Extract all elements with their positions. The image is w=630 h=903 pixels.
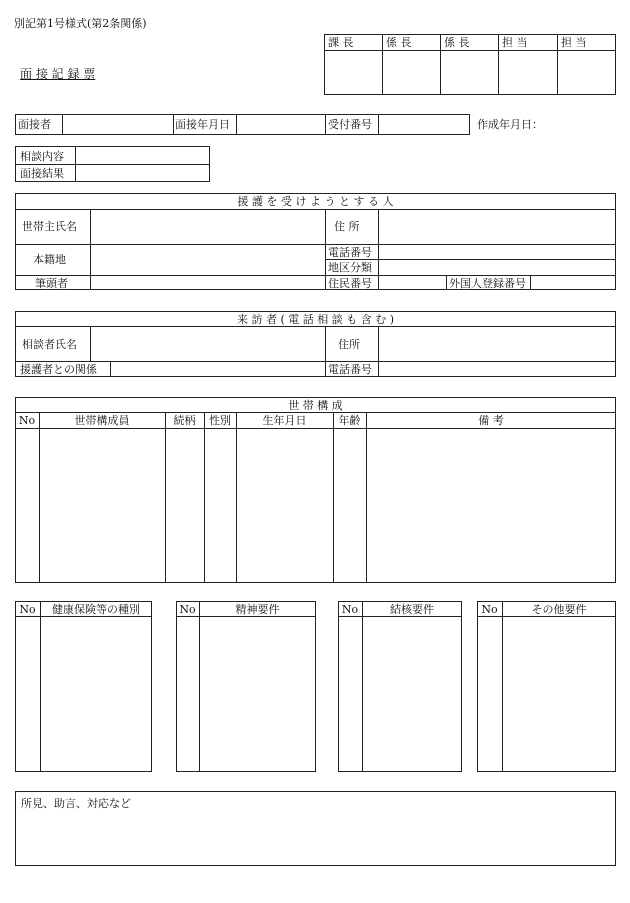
household-col-age: 年齢 bbox=[338, 414, 361, 427]
household-col-remarks: 備 考 bbox=[478, 414, 504, 427]
divider bbox=[325, 114, 326, 135]
household-col-sex: 性別 bbox=[209, 414, 231, 427]
remarks-field[interactable] bbox=[16, 812, 615, 865]
visitor-address-label: 住所 bbox=[338, 338, 360, 351]
health-type-header: 健康保険等の種別 bbox=[52, 603, 140, 616]
consult-content-label: 相談内容 bbox=[20, 150, 64, 163]
created-date-label: 作成年月日： bbox=[477, 118, 543, 131]
other-entries[interactable] bbox=[478, 617, 615, 771]
register-head-label: 筆頭者 bbox=[35, 277, 68, 290]
head-name-field[interactable] bbox=[91, 210, 324, 243]
approval-col-1: 課 長 bbox=[328, 36, 354, 49]
household-col-birthdate: 生年月日 bbox=[262, 414, 307, 427]
approval-col-4: 担 当 bbox=[502, 36, 528, 49]
other-header: その他要件 bbox=[531, 603, 587, 616]
district-field[interactable] bbox=[379, 260, 615, 274]
district-label: 地区分類 bbox=[328, 261, 372, 274]
domicile-field[interactable] bbox=[91, 245, 324, 274]
household-col-relation: 続柄 bbox=[173, 414, 196, 427]
approval-col-3: 係 長 bbox=[444, 36, 470, 49]
divider bbox=[446, 275, 447, 290]
divider bbox=[15, 412, 616, 413]
approval-stamp-5[interactable] bbox=[558, 51, 615, 94]
resident-no-label: 住民番号 bbox=[328, 277, 372, 290]
applicant-address-field[interactable] bbox=[379, 210, 615, 243]
divider bbox=[325, 209, 326, 290]
relation-label: 援護者との関係 bbox=[20, 363, 97, 376]
remarks-label: 所見、助言、対応など bbox=[21, 797, 131, 810]
approval-stamp-2[interactable] bbox=[383, 51, 439, 94]
consult-content-field[interactable] bbox=[76, 147, 209, 163]
applicant-phone-label: 電話番号 bbox=[328, 246, 372, 259]
resident-no-field[interactable] bbox=[379, 276, 445, 289]
applicant-phone-field[interactable] bbox=[379, 245, 615, 258]
household-title: 世 帯 構 成 bbox=[288, 399, 343, 412]
interview-date-field[interactable] bbox=[237, 115, 324, 134]
form-label: 別記第1号様式(第2条関係) bbox=[14, 17, 147, 30]
form-title: 面 接 記 録 票 bbox=[20, 67, 96, 81]
approval-stamp-1[interactable] bbox=[325, 51, 381, 94]
approval-col-2: 係 長 bbox=[386, 36, 412, 49]
divider bbox=[173, 114, 174, 135]
consult-result-field[interactable] bbox=[76, 165, 209, 181]
domicile-label: 本籍地 bbox=[33, 253, 66, 266]
other-no-header: No bbox=[481, 603, 498, 616]
tuberculosis-no-header: No bbox=[341, 603, 359, 616]
mental-header: 精神要件 bbox=[235, 603, 280, 616]
interviewer-label: 面接者 bbox=[18, 118, 51, 131]
household-entries-area[interactable] bbox=[16, 429, 615, 582]
foreign-reg-field[interactable] bbox=[531, 276, 615, 289]
register-head-field[interactable] bbox=[91, 276, 324, 289]
health-no-header: No bbox=[19, 603, 36, 616]
head-name-label: 世帯主氏名 bbox=[22, 220, 77, 233]
interviewer-field[interactable] bbox=[63, 115, 172, 134]
visitor-address-field[interactable] bbox=[379, 327, 615, 360]
visitor-name-label: 相談者氏名 bbox=[22, 338, 77, 351]
tuberculosis-entries[interactable] bbox=[339, 617, 461, 771]
household-col-member: 世帯構成員 bbox=[74, 414, 130, 427]
visitor-name-field[interactable] bbox=[91, 327, 324, 360]
approval-stamp-4[interactable] bbox=[499, 51, 556, 94]
health-insurance-entries[interactable] bbox=[16, 617, 151, 771]
divider bbox=[325, 326, 326, 377]
relation-field[interactable] bbox=[111, 362, 324, 376]
visitor-title: 来 訪 者 ( 電 話 相 談 も 含 む ) bbox=[236, 313, 395, 326]
approval-stamp-3[interactable] bbox=[441, 51, 497, 94]
tuberculosis-header: 結核要件 bbox=[390, 603, 434, 616]
reception-no-label: 受付番号 bbox=[328, 118, 372, 131]
interview-date-label: 面接年月日 bbox=[175, 118, 230, 131]
reception-no-field[interactable] bbox=[379, 115, 469, 134]
mental-entries[interactable] bbox=[177, 617, 315, 771]
mental-no-header: No bbox=[179, 603, 196, 616]
foreign-reg-label: 外国人登録番号 bbox=[449, 277, 526, 290]
visitor-phone-field[interactable] bbox=[379, 362, 615, 376]
applicant-address-label: 住 所 bbox=[334, 220, 360, 233]
applicant-title: 援 護 を 受 け よ う と す る 人 bbox=[237, 195, 394, 208]
consult-result-label: 面接結果 bbox=[20, 167, 64, 180]
visitor-phone-label: 電話番号 bbox=[328, 363, 372, 376]
household-col-no: No bbox=[18, 414, 36, 427]
approval-col-5: 担 当 bbox=[561, 36, 587, 49]
